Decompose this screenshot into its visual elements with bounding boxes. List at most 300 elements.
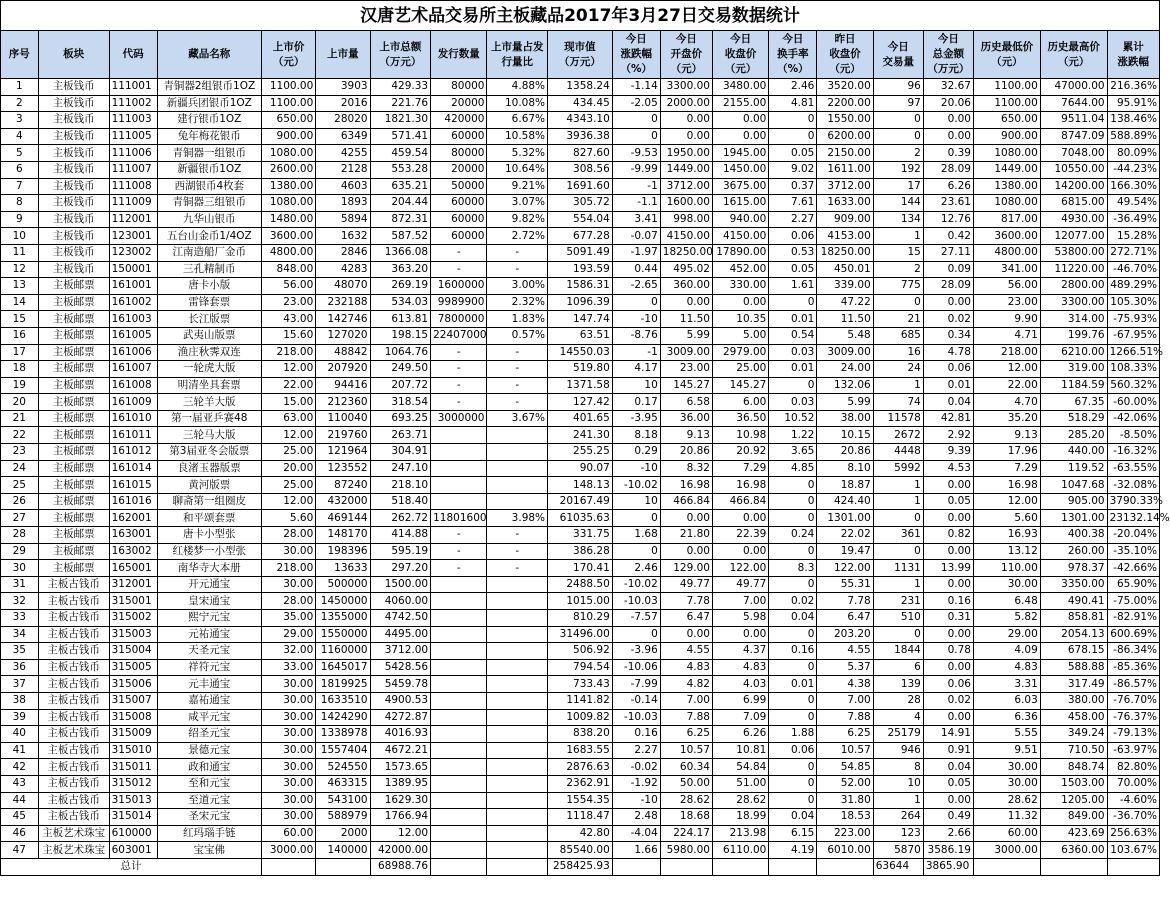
column-header: 昨日 收盘价 （元）	[817, 31, 873, 79]
close-price-cell: 49.77	[712, 576, 768, 593]
turnover-pct-cell: 8.3	[769, 560, 817, 577]
row-index-cell: 35	[1, 643, 39, 660]
amount-cell: 0.05	[923, 493, 973, 510]
list-volume-cell: 500000	[316, 576, 370, 593]
cum-change-cell: 108.33%	[1107, 361, 1159, 378]
turnover-pct-cell: 0	[769, 477, 817, 494]
amount-cell: 2.92	[923, 427, 973, 444]
close-price-cell: 0.00	[712, 626, 768, 643]
hist-high-cell: 12077.00	[1040, 228, 1107, 245]
volume-cell: 25179	[873, 726, 923, 743]
change-pct-cell: -10.02	[612, 576, 660, 593]
cum-change-cell: 49.54%	[1107, 195, 1159, 212]
table-row	[1, 95, 1160, 112]
hist-low-cell: 16.98	[973, 477, 1040, 494]
turnover-pct-cell: 0	[769, 659, 817, 676]
close-price-cell: 7.29	[712, 460, 768, 477]
issue-qty-cell	[431, 742, 487, 759]
hist-high-cell: 47000.00	[1040, 79, 1107, 96]
open-price-cell: 9.13	[660, 427, 712, 444]
table-row	[1, 261, 1160, 278]
total-label: 总计	[1, 858, 262, 875]
hist-high-cell: 490.41	[1040, 593, 1107, 610]
amount-cell: 0.31	[923, 610, 973, 627]
prev-close-cell: 132.06	[817, 377, 873, 394]
volume-cell: 775	[873, 278, 923, 295]
market-value-cell: 193.59	[548, 261, 613, 278]
market-value-cell: 63.51	[548, 327, 613, 344]
list-volume-cell: 148170	[316, 527, 370, 544]
hist-high-cell: 319.00	[1040, 361, 1107, 378]
issue-qty-cell: 20000	[431, 95, 487, 112]
list-ratio-cell	[487, 477, 548, 494]
item-name-cell: 祥符元宝	[157, 659, 261, 676]
issue-qty-cell	[431, 759, 487, 776]
issue-qty-cell	[431, 842, 487, 859]
prev-close-cell: 3712.00	[817, 178, 873, 195]
turnover-pct-cell: 4.85	[769, 460, 817, 477]
change-pct-cell: -2.65	[612, 278, 660, 295]
close-price-cell: 213.98	[712, 825, 768, 842]
hist-high-cell: 458.00	[1040, 709, 1107, 726]
board-cell: 主板钱币	[38, 112, 109, 129]
amount-cell: 28.09	[923, 278, 973, 295]
total-empty-cell	[660, 858, 712, 875]
hist-low-cell: 7.29	[973, 460, 1040, 477]
change-pct-cell: 0	[612, 112, 660, 129]
code-cell: 315013	[109, 792, 157, 809]
board-cell: 主板钱币	[38, 228, 109, 245]
cum-change-cell: 560.32%	[1107, 377, 1159, 394]
code-cell: 161014	[109, 460, 157, 477]
table-row	[1, 112, 1160, 129]
list-volume-cell: 207920	[316, 361, 370, 378]
amount-cell: 12.76	[923, 211, 973, 228]
cum-change-cell: 82.80%	[1107, 759, 1159, 776]
volume-cell: 17	[873, 178, 923, 195]
column-header: 历史最低价 （元）	[973, 31, 1040, 79]
open-price-cell: 28.62	[660, 792, 712, 809]
list-price-cell: 60.00	[262, 825, 316, 842]
code-cell: 161015	[109, 477, 157, 494]
amount-cell: 14.91	[923, 726, 973, 743]
market-value-cell: 148.13	[548, 477, 613, 494]
prev-close-cell: 54.85	[817, 759, 873, 776]
cum-change-cell: 23132.14%	[1107, 510, 1159, 527]
item-name-cell: 青铜器2组银币1OZ	[157, 79, 261, 96]
board-cell: 主板古钱币	[38, 676, 109, 693]
cum-change-cell: -79.13%	[1107, 726, 1159, 743]
change-pct-cell: 1.66	[612, 842, 660, 859]
issue-qty-cell	[431, 460, 487, 477]
list-ratio-cell: -	[487, 244, 548, 261]
table-row	[1, 410, 1160, 427]
market-value-cell: 305.72	[548, 195, 613, 212]
item-name-cell: 宝宝佛	[157, 842, 261, 859]
prev-close-cell: 5.99	[817, 394, 873, 411]
turnover-pct-cell: 0.05	[769, 261, 817, 278]
code-cell: 111009	[109, 195, 157, 212]
row-index-cell: 46	[1, 825, 39, 842]
list-volume-cell: 4283	[316, 261, 370, 278]
item-name-cell: 景德元宝	[157, 742, 261, 759]
board-cell: 主板钱币	[38, 79, 109, 96]
volume-cell: 0	[873, 510, 923, 527]
cum-change-cell: -63.97%	[1107, 742, 1159, 759]
open-price-cell: 466.84	[660, 493, 712, 510]
code-cell: 112001	[109, 211, 157, 228]
item-name-cell: 良渚玉器版票	[157, 460, 261, 477]
table-row	[1, 477, 1160, 494]
cum-change-cell: -46.70%	[1107, 261, 1159, 278]
row-index-cell: 3	[1, 112, 39, 129]
list-total-cell: 1629.30	[370, 792, 431, 809]
code-cell: 315002	[109, 610, 157, 627]
list-total-cell: 4016.93	[370, 726, 431, 743]
code-cell: 111002	[109, 95, 157, 112]
table-row	[1, 460, 1160, 477]
volume-cell: 97	[873, 95, 923, 112]
close-price-cell: 10.81	[712, 742, 768, 759]
market-value-cell: 331.75	[548, 527, 613, 544]
cum-change-cell: 70.00%	[1107, 775, 1159, 792]
item-name-cell: 天圣元宝	[157, 643, 261, 660]
change-pct-cell: -1.1	[612, 195, 660, 212]
turnover-pct-cell: 0.06	[769, 742, 817, 759]
column-header: 今日 涨跌幅 （%）	[612, 31, 660, 79]
table-row	[1, 626, 1160, 643]
volume-cell: 28	[873, 692, 923, 709]
table-row	[1, 742, 1160, 759]
issue-qty-cell	[431, 676, 487, 693]
list-volume-cell: 94416	[316, 377, 370, 394]
row-index-cell: 12	[1, 261, 39, 278]
row-index-cell: 25	[1, 477, 39, 494]
column-header: 今日 交易量	[873, 31, 923, 79]
volume-cell: 231	[873, 593, 923, 610]
hist-low-cell: 900.00	[973, 128, 1040, 145]
hist-low-cell: 1080.00	[973, 195, 1040, 212]
row-index-cell: 14	[1, 294, 39, 311]
code-cell: 312001	[109, 576, 157, 593]
market-value-cell: 85540.00	[548, 842, 613, 859]
list-total-cell: 429.33	[370, 79, 431, 96]
item-name-cell: 明清坐具套票	[157, 377, 261, 394]
prev-close-cell: 122.00	[817, 560, 873, 577]
list-volume-cell: 48070	[316, 278, 370, 295]
code-cell: 111005	[109, 128, 157, 145]
amount-cell: 6.26	[923, 178, 973, 195]
open-price-cell: 7.78	[660, 593, 712, 610]
code-cell: 111006	[109, 145, 157, 162]
open-price-cell: 3712.00	[660, 178, 712, 195]
market-value-cell: 1371.58	[548, 377, 613, 394]
market-value-cell: 2876.63	[548, 759, 613, 776]
board-cell: 主板邮票	[38, 311, 109, 328]
list-ratio-cell	[487, 709, 548, 726]
change-pct-cell: -1.92	[612, 775, 660, 792]
prev-close-cell: 1611.00	[817, 161, 873, 178]
list-price-cell: 848.00	[262, 261, 316, 278]
open-price-cell: 1449.00	[660, 161, 712, 178]
list-total-cell: 263.71	[370, 427, 431, 444]
board-cell: 主板古钱币	[38, 792, 109, 809]
amount-cell: 2.66	[923, 825, 973, 842]
list-ratio-cell	[487, 809, 548, 826]
total-empty-cell	[612, 858, 660, 875]
volume-cell: 1	[873, 576, 923, 593]
change-pct-cell: -8.76	[612, 327, 660, 344]
volume-cell: 96	[873, 79, 923, 96]
board-cell: 主板钱币	[38, 244, 109, 261]
table-row	[1, 709, 1160, 726]
list-total-cell: 518.40	[370, 493, 431, 510]
hist-high-cell: 978.37	[1040, 560, 1107, 577]
code-cell: 111007	[109, 161, 157, 178]
prev-close-cell: 24.00	[817, 361, 873, 378]
cum-change-cell: 15.28%	[1107, 228, 1159, 245]
cum-change-cell: 80.09%	[1107, 145, 1159, 162]
hist-low-cell: 817.00	[973, 211, 1040, 228]
prev-close-cell: 22.02	[817, 527, 873, 544]
column-header: 今日 收盘价 （元）	[712, 31, 768, 79]
issue-qty-cell: -	[431, 394, 487, 411]
close-price-cell: 0.00	[712, 294, 768, 311]
volume-cell: 8	[873, 759, 923, 776]
cum-change-cell: 216.36%	[1107, 79, 1159, 96]
list-ratio-cell	[487, 659, 548, 676]
volume-cell: 11578	[873, 410, 923, 427]
board-cell: 主板邮票	[38, 327, 109, 344]
volume-cell: 1	[873, 493, 923, 510]
volume-cell: 1	[873, 477, 923, 494]
volume-cell: 144	[873, 195, 923, 212]
list-total-cell: 221.76	[370, 95, 431, 112]
turnover-pct-cell: 0.04	[769, 809, 817, 826]
change-pct-cell: 0	[612, 294, 660, 311]
code-cell: 161001	[109, 278, 157, 295]
cum-change-cell: -32.08%	[1107, 477, 1159, 494]
close-price-cell: 22.39	[712, 527, 768, 544]
turnover-pct-cell: 0.02	[769, 593, 817, 610]
list-ratio-cell: 6.67%	[487, 112, 548, 129]
change-pct-cell: 4.17	[612, 361, 660, 378]
list-price-cell: 12.00	[262, 427, 316, 444]
list-ratio-cell: 10.08%	[487, 95, 548, 112]
list-ratio-cell: -	[487, 527, 548, 544]
market-value-cell: 434.45	[548, 95, 613, 112]
market-value-cell: 677.28	[548, 228, 613, 245]
close-price-cell: 1615.00	[712, 195, 768, 212]
cum-change-cell: 103.67%	[1107, 842, 1159, 859]
market-value-cell: 1009.82	[548, 709, 613, 726]
row-index-cell: 19	[1, 377, 39, 394]
hist-low-cell: 30.00	[973, 759, 1040, 776]
amount-cell: 42.81	[923, 410, 973, 427]
code-cell: 603001	[109, 842, 157, 859]
open-price-cell: 1600.00	[660, 195, 712, 212]
code-cell: 315009	[109, 726, 157, 743]
turnover-pct-cell: 0.16	[769, 643, 817, 660]
open-price-cell: 4150.00	[660, 228, 712, 245]
open-price-cell: 8.32	[660, 460, 712, 477]
code-cell: 161010	[109, 410, 157, 427]
code-cell: 315006	[109, 676, 157, 693]
page-title: 汉唐艺术品交易所主板藏品2017年3月27日交易数据统计	[0, 0, 1160, 30]
hist-low-cell: 9.90	[973, 311, 1040, 328]
item-name-cell: 南华寺大本册	[157, 560, 261, 577]
hist-low-cell: 35.20	[973, 410, 1040, 427]
prev-close-cell: 10.15	[817, 427, 873, 444]
item-name-cell: 青铜器一组银币	[157, 145, 261, 162]
hist-low-cell: 3000.00	[973, 842, 1040, 859]
market-value-cell: 827.60	[548, 145, 613, 162]
list-ratio-cell	[487, 626, 548, 643]
list-price-cell: 1380.00	[262, 178, 316, 195]
list-volume-cell: 432000	[316, 493, 370, 510]
open-price-cell: 6.25	[660, 726, 712, 743]
list-ratio-cell: 5.32%	[487, 145, 548, 162]
hist-low-cell: 30.00	[973, 775, 1040, 792]
market-value-cell: 2488.50	[548, 576, 613, 593]
issue-qty-cell	[431, 643, 487, 660]
list-price-cell: 56.00	[262, 278, 316, 295]
list-price-cell: 30.00	[262, 692, 316, 709]
market-value-cell: 1358.24	[548, 79, 613, 96]
list-total-cell: 4495.00	[370, 626, 431, 643]
list-volume-cell: 87240	[316, 477, 370, 494]
row-index-cell: 40	[1, 726, 39, 743]
list-price-cell: 25.00	[262, 477, 316, 494]
volume-cell: 2	[873, 261, 923, 278]
close-price-cell: 18.99	[712, 809, 768, 826]
row-index-cell: 8	[1, 195, 39, 212]
volume-cell: 5992	[873, 460, 923, 477]
list-total-cell: 613.81	[370, 311, 431, 328]
close-price-cell: 0.00	[712, 543, 768, 560]
amount-cell: 0.00	[923, 477, 973, 494]
change-pct-cell: 2.27	[612, 742, 660, 759]
hist-high-cell: 1047.68	[1040, 477, 1107, 494]
code-cell: 163002	[109, 543, 157, 560]
volume-cell: 123	[873, 825, 923, 842]
item-name-cell: 渔庄秋霁双连	[157, 344, 261, 361]
hist-high-cell: 1301.00	[1040, 510, 1107, 527]
row-index-cell: 44	[1, 792, 39, 809]
volume-cell: 5870	[873, 842, 923, 859]
prev-close-cell: 7.88	[817, 709, 873, 726]
amount-cell: 0.39	[923, 145, 973, 162]
issue-qty-cell: 7800000	[431, 311, 487, 328]
list-total-cell: 587.52	[370, 228, 431, 245]
list-ratio-cell: 4.88%	[487, 79, 548, 96]
board-cell: 主板钱币	[38, 211, 109, 228]
board-cell: 主板邮票	[38, 377, 109, 394]
code-cell: 610000	[109, 825, 157, 842]
total-market-value: 258425.93	[548, 858, 613, 875]
list-volume-cell: 232188	[316, 294, 370, 311]
board-cell: 主板钱币	[38, 261, 109, 278]
list-price-cell: 23.00	[262, 294, 316, 311]
prev-close-cell: 4.55	[817, 643, 873, 660]
board-cell: 主板邮票	[38, 361, 109, 378]
amount-cell: 32.67	[923, 79, 973, 96]
turnover-pct-cell: 0	[769, 692, 817, 709]
hist-high-cell: 260.00	[1040, 543, 1107, 560]
list-total-cell: 4900.53	[370, 692, 431, 709]
cum-change-cell: -67.95%	[1107, 327, 1159, 344]
list-price-cell: 28.00	[262, 527, 316, 544]
list-total-cell: 635.21	[370, 178, 431, 195]
volume-cell: 15	[873, 244, 923, 261]
list-total-cell: 304.91	[370, 444, 431, 461]
list-volume-cell: 140000	[316, 842, 370, 859]
list-total-cell: 4742.50	[370, 610, 431, 627]
code-cell: 123002	[109, 244, 157, 261]
code-cell: 161008	[109, 377, 157, 394]
hist-low-cell: 9.51	[973, 742, 1040, 759]
code-cell: 161003	[109, 311, 157, 328]
item-name-cell: 聊斋第一组圈皮	[157, 493, 261, 510]
market-value-cell: 127.42	[548, 394, 613, 411]
list-total-cell: 1821.30	[370, 112, 431, 129]
cum-change-cell: -20.04%	[1107, 527, 1159, 544]
turnover-pct-cell: 0	[769, 112, 817, 129]
volume-cell: 510	[873, 610, 923, 627]
close-price-cell: 452.00	[712, 261, 768, 278]
open-price-cell: 4.83	[660, 659, 712, 676]
list-price-cell: 20.00	[262, 460, 316, 477]
row-index-cell: 28	[1, 527, 39, 544]
change-pct-cell: 0.17	[612, 394, 660, 411]
list-ratio-cell: 3.00%	[487, 278, 548, 295]
change-pct-cell: -2.05	[612, 95, 660, 112]
issue-qty-cell	[431, 593, 487, 610]
board-cell: 主板邮票	[38, 560, 109, 577]
change-pct-cell: -4.04	[612, 825, 660, 842]
board-cell: 主板古钱币	[38, 775, 109, 792]
list-volume-cell: 1550000	[316, 626, 370, 643]
turnover-pct-cell: 1.22	[769, 427, 817, 444]
column-header: 发行数量	[431, 31, 487, 79]
item-name-cell: 长江版票	[157, 311, 261, 328]
hist-low-cell: 22.00	[973, 377, 1040, 394]
prev-close-cell: 18250.00	[817, 244, 873, 261]
list-total-cell: 4272.87	[370, 709, 431, 726]
open-price-cell: 4.82	[660, 676, 712, 693]
close-price-cell: 940.00	[712, 211, 768, 228]
open-price-cell: 7.88	[660, 709, 712, 726]
amount-cell: 3586.19	[923, 842, 973, 859]
board-cell: 主板邮票	[38, 444, 109, 461]
list-volume-cell: 2846	[316, 244, 370, 261]
hist-low-cell: 218.00	[973, 344, 1040, 361]
close-price-cell: 5.00	[712, 327, 768, 344]
cum-change-cell: 138.46%	[1107, 112, 1159, 129]
board-cell: 主板古钱币	[38, 643, 109, 660]
issue-qty-cell: 60000	[431, 211, 487, 228]
item-name-cell: 政和通宝	[157, 759, 261, 776]
list-total-cell: 1064.76	[370, 344, 431, 361]
list-price-cell: 30.00	[262, 676, 316, 693]
close-price-cell: 6110.00	[712, 842, 768, 859]
prev-close-cell: 2150.00	[817, 145, 873, 162]
cum-change-cell: -86.34%	[1107, 643, 1159, 660]
list-ratio-cell: 3.98%	[487, 510, 548, 527]
change-pct-cell: -3.95	[612, 410, 660, 427]
market-value-cell: 4343.10	[548, 112, 613, 129]
hist-high-cell: 2800.00	[1040, 278, 1107, 295]
